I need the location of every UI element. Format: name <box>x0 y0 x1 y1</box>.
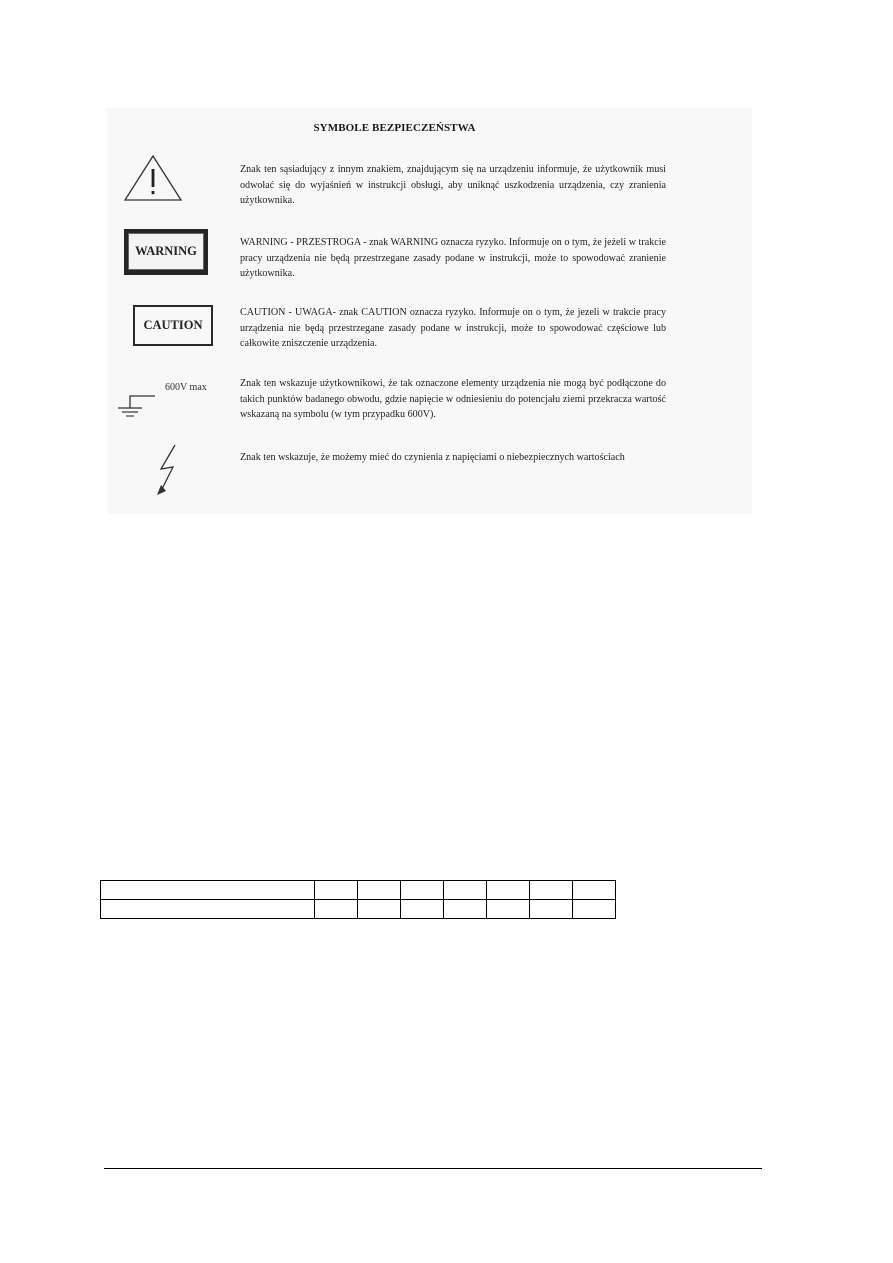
table-cell <box>444 900 487 919</box>
symbol-description: CAUTION - UWAGA- znak CAUTION oznacza ryzyko. Informuje on o tym, że jezeli w trakcie pracy urządzenia nie będą przestrzegane zasady podane w instrukcji, może to spowodować częściowe lub całkowite zniszczenie urządzenia. <box>240 307 666 349</box>
safety-symbols-panel <box>107 108 752 514</box>
symbol-description: Znak ten wskazuje, że możemy mieć do czynienia z napięciami o niebezpiecznych wartościach <box>240 452 625 463</box>
table-cell <box>101 881 315 900</box>
empty-form-table <box>100 880 616 919</box>
table-cell <box>487 900 530 919</box>
table-row <box>101 881 616 900</box>
table-cell <box>401 900 444 919</box>
symbol-description: Znak ten wskazuje użytkownikowi, że tak oznaczone elementy urządzenia nie mogą być podłączone do takich punktów badanego obwodu, gdzie napięcie w odniesieniu do potencjału ziemi przekracza wartość wskazaną na symbolu (w tym przypadku 600V). <box>240 378 666 420</box>
table-cell <box>401 881 444 900</box>
table-cell <box>315 881 358 900</box>
table-cell <box>315 900 358 919</box>
warning-triangle-icon <box>123 154 183 202</box>
footer-divider <box>104 1168 762 1169</box>
table-row <box>101 900 616 919</box>
table-cell <box>573 881 616 900</box>
table-cell <box>358 900 401 919</box>
lightning-bolt-icon <box>155 443 179 499</box>
symbol-description: Znak ten sąsiadujący z innym znakiem, znajdującym się na urządzeniu informuje, że użytkownik musi odwołać się do wyjaśnień w instrukcji obsługi, aby uniknąć uszkodzenia urządzenia, czy zranienia użytkownika. <box>240 164 666 206</box>
table-cell <box>487 881 530 900</box>
table-cell <box>444 881 487 900</box>
ground-symbol-icon <box>111 384 157 418</box>
symbol-description: WARNING - PRZESTROGA - znak WARNING oznacza ryzyko. Informuje on o tym, że jeżeli w trakcie pracy urządzenia nie będą przestrzegane zasady podane w instrukcji, może to spowodować zranienie użytkownika. <box>240 237 666 279</box>
warning-label: WARNING <box>128 233 204 270</box>
warning-label-icon <box>124 229 208 275</box>
caution-label-icon: CAUTION <box>133 305 213 346</box>
panel-title: SYMBOLE BEZPIECZEŃSTWA <box>313 122 476 134</box>
table-cell <box>573 900 616 919</box>
table-cell <box>358 881 401 900</box>
table-cell <box>530 881 573 900</box>
voltage-limit-label: 600V max <box>165 382 207 393</box>
table-cell <box>530 900 573 919</box>
table-cell <box>101 900 315 919</box>
